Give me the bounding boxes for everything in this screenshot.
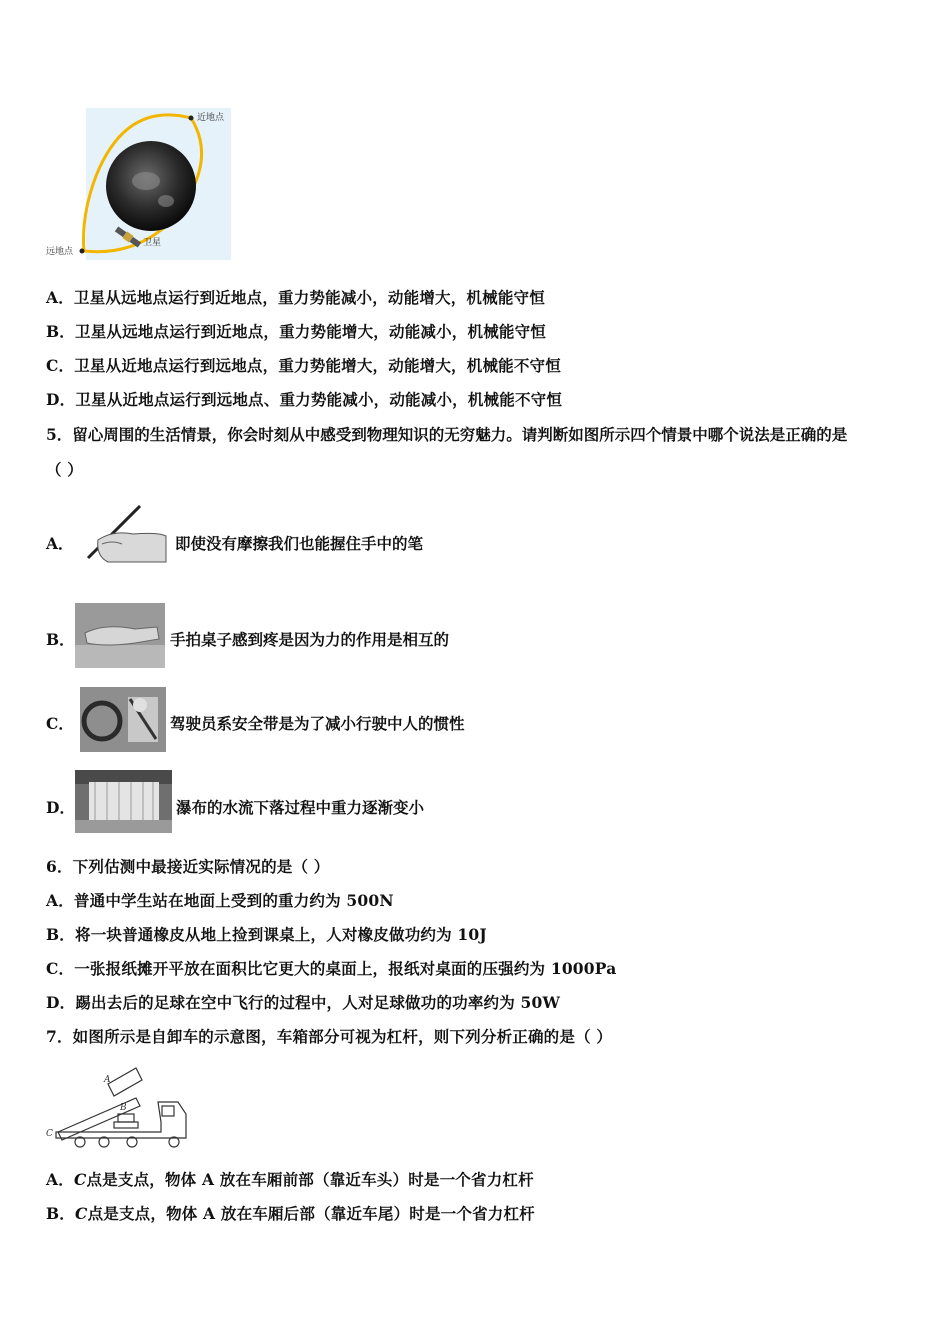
q6-option-a: A．普通中学生站在地面上受到的重力约为 500N: [46, 891, 394, 910]
q7-stem: 7．如图所示是自卸车的示意图，车箱部分可视为杠杆，则下列分析正确的是（ ）: [46, 1027, 613, 1046]
hand-slap-table-image: [75, 603, 165, 668]
q7-option-a-label: A．: [46, 1170, 74, 1189]
q7-option-b: [46, 1202, 535, 1224]
q4-option-b: B．卫星从远地点运行到近地点，重力势能增大，动能减小，机械能守恒: [46, 322, 547, 341]
q6-stem: 6．下列估测中最接近实际情况的是（ ）: [46, 857, 330, 876]
q5-option-c-label: C．: [46, 714, 74, 733]
q4-option-a: A．卫星从远地点运行到近地点，重力势能减小，动能增大，机械能守恒: [46, 288, 545, 307]
truck-label-a: A: [104, 1075, 111, 1085]
q7-option-a-text: 点是支点，物体 A 放在车厢前部（靠近车头）时是一个省力杠杆: [86, 1170, 534, 1189]
q5-option-d-text: 瀑布的水流下落过程中重力逐渐变小: [176, 798, 425, 817]
q7-option-b-label: B．: [46, 1204, 76, 1223]
apogee-label: 远地点: [46, 247, 74, 257]
q5-stem: 5．留心周围的生活情景，你会时刻从中感受到物理知识的无穷魅力。请判断如图所示四个情景中哪个说法是正确的是: [46, 425, 848, 444]
dump-truck-figure: [46, 1062, 191, 1152]
perigee-label: 近地点: [197, 113, 225, 123]
truck-label-b: B: [120, 1103, 127, 1113]
q5-option-c-text: 驾驶员系安全带是为了减小行驶中人的惯性: [170, 714, 465, 733]
q6-option-c: C．一张报纸摊开平放在面积比它更大的桌面上，报纸对桌面的压强约为 1000Pa: [46, 959, 617, 978]
q5-option-d-label: D．: [46, 798, 75, 817]
q5-option-b-label: B．: [46, 630, 75, 649]
q7-option-a: [46, 1168, 534, 1190]
q7-option-b-text: 点是支点，物体 A 放在车厢后部（靠近车尾）时是一个省力杠杆: [87, 1204, 535, 1223]
q5-option-a-label: A．: [46, 534, 74, 553]
truck-label-c: C: [46, 1129, 53, 1139]
seatbelt-driver-image: [80, 687, 166, 752]
q4-option-c: C．卫星从近地点运行到远地点，重力势能增大，动能增大，机械能不守恒: [46, 356, 561, 375]
q7-option-a-point: C: [73, 1170, 87, 1189]
q7-option-b-point: C: [75, 1204, 88, 1223]
q6-option-b: B．将一块普通橡皮从地上捡到课桌上，人对橡皮做功约为 10J: [46, 925, 487, 944]
waterfall-image: [75, 770, 172, 833]
q5-option-a-text: 即使没有摩擦我们也能握住手中的笔: [175, 534, 424, 553]
q6-option-d: D．踢出去后的足球在空中飞行的过程中，人对足球做功的功率约为 50W: [46, 993, 561, 1012]
satellite-label: 卫星: [143, 238, 162, 248]
satellite-orbit-figure: [46, 106, 236, 266]
pen-hand-image: [78, 500, 168, 566]
q5-option-b-text: 手拍桌子感到疼是因为力的作用是相互的: [170, 630, 450, 649]
q4-option-d: D．卫星从近地点运行到远地点、重力势能减小，动能减小，机械能不守恒: [46, 390, 563, 409]
q5-stem-paren: （ ）: [46, 460, 83, 479]
